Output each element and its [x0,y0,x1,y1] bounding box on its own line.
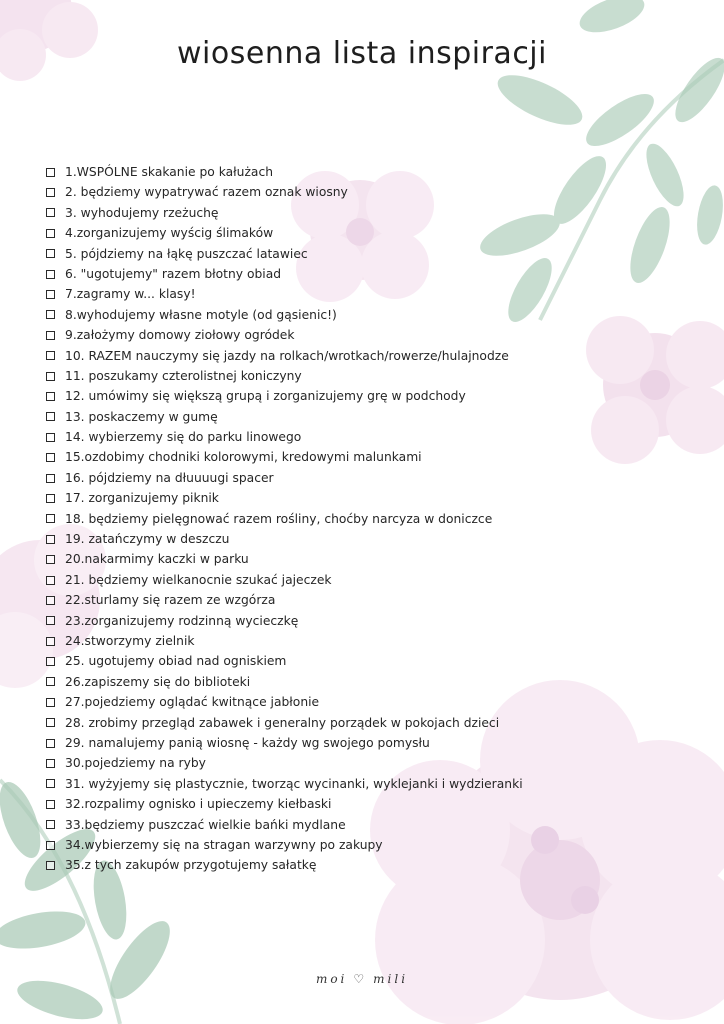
list-item [46,182,606,202]
list-item-label: 18. będziemy pielęgnować razem rośliny, choćby narcyza w doniczce [65,511,493,526]
list-item-label: 28. zrobimy przegląd zabawek i generalny porządek w pokojach dzieci [65,715,500,730]
checkbox[interactable] [46,657,55,666]
list-item-label: 32.rozpalimy ognisko i upieczemy kiełbaski [65,797,332,812]
list-item [46,407,606,427]
checkbox[interactable] [46,433,55,442]
checkbox[interactable] [46,494,55,503]
list-item [46,753,606,773]
list-item-label: 29. namalujemy panią wiosnę - każdy wg swojego pomysłu [65,735,430,750]
list-item [46,651,606,671]
list-item-label: 9.założymy domowy ziołowy ogródek [65,328,295,343]
list-item [46,631,606,651]
checkbox[interactable] [46,474,55,483]
checkbox[interactable] [46,718,55,727]
checkbox[interactable] [46,331,55,340]
heart-icon: ♡ [353,972,368,986]
list-item [46,549,606,569]
checkbox[interactable] [46,229,55,238]
checkbox[interactable] [46,820,55,829]
list-item [46,590,606,610]
list-item-label: 3. wyhodujemy rzeżuchę [65,205,219,220]
list-item [46,264,606,284]
list-item-label: 14. wybierzemy się do parku linowego [65,430,302,445]
list-item-label: 22.sturlamy się razem ze wzgórza [65,593,276,608]
list-item-label: 1.WSPÓLNE skakanie po kałużach [65,165,274,179]
list-item [46,611,606,631]
checkbox[interactable] [46,596,55,605]
list-item [46,794,606,814]
list-item-label: 10. RAZEM nauczymy się jazdy na rolkach/wrotkach/rowerze/hulajnodze [65,348,509,363]
list-item [46,488,606,508]
list-item-label: 26.zapiszemy się do biblioteki [65,674,251,689]
checkbox[interactable] [46,372,55,381]
list-item [46,305,606,325]
list-item [46,366,606,386]
checkbox[interactable] [46,861,55,870]
list-item [46,427,606,447]
checkbox[interactable] [46,208,55,217]
footer-brand-left: moi [315,972,348,986]
checkbox[interactable] [46,453,55,462]
checkbox[interactable] [46,392,55,401]
checkbox[interactable] [46,841,55,850]
checkbox[interactable] [46,535,55,544]
list-item-label: 19. zatańczymy w deszczu [65,532,230,547]
list-item [46,223,606,243]
list-item-label: 24.stworzymy zielnik [65,633,195,648]
list-item [46,733,606,753]
inspiration-checklist [46,162,606,876]
list-item-label: 20.nakarmimy kaczki w parku [65,552,249,567]
list-item-label: 21. będziemy wielkanocnie szukać jajeczek [65,572,332,587]
list-item-label: 5. pójdziemy na łąkę puszczać latawiec [65,246,308,261]
checkbox[interactable] [46,249,55,258]
checkbox[interactable] [46,310,55,319]
list-item-label: 15.ozdobimy chodniki kolorowymi, kredowymi malunkami [65,450,422,465]
list-item-label: 25. ugotujemy obiad nad ogniskiem [65,654,287,669]
checkbox[interactable] [46,698,55,707]
list-item [46,346,606,366]
checkbox[interactable] [46,555,55,564]
list-item-label: 23.zorganizujemy rodzinną wycieczkę [65,613,299,628]
list-item-label: 30.pojedziemy na ryby [65,756,206,771]
list-item [46,774,606,794]
list-item-label: 11. poszukamy czterolistnej koniczyny [65,368,302,383]
checkbox[interactable] [46,779,55,788]
list-item-label: 31. wyżyjemy się plastycznie, tworząc wycinanki, wyklejanki i wydzieranki [65,776,523,791]
list-item [46,468,606,488]
checkbox[interactable] [46,270,55,279]
list-item-label: 13. poskaczemy w gumę [65,409,218,424]
checkbox[interactable] [46,576,55,585]
checkbox[interactable] [46,677,55,686]
list-item [46,509,606,529]
list-item [46,855,606,875]
list-item [46,162,606,182]
list-item-label: 27.pojedziemy oglądać kwitnące jabłonie [65,695,320,710]
list-item-label: 17. zorganizujemy piknik [65,491,219,506]
checkbox[interactable] [46,637,55,646]
checkbox[interactable] [46,800,55,809]
list-item [46,672,606,692]
list-item [46,386,606,406]
list-item [46,529,606,549]
checkbox[interactable] [46,514,55,523]
list-item-label: 35.z tych zakupów przygotujemy sałatkę [65,858,317,873]
list-item-label: 16. pójdziemy na dłuuuugi spacer [65,470,274,485]
list-item-label: 34.wybierzemy się na stragan warzywny po zakupy [65,837,383,852]
list-item-label: 7.zagramy w... klasy! [65,287,196,302]
checkbox[interactable] [46,739,55,748]
checkbox[interactable] [46,616,55,625]
list-item [46,570,606,590]
checkbox[interactable] [46,759,55,768]
list-item [46,447,606,467]
list-item [46,325,606,345]
list-item-label: 4.zorganizujemy wyścig ślimaków [65,226,274,241]
list-item [46,692,606,712]
list-item-label: 6. "ugotujemy" razem błotny obiad [65,266,282,281]
flower-right [586,316,724,464]
list-item-label: 2. będziemy wypatrywać razem oznak wiosny [65,185,348,200]
checkbox[interactable] [46,412,55,421]
list-item [46,815,606,835]
page-title: wiosenna lista inspiracji [177,36,547,71]
list-item [46,244,606,264]
footer-brand-right: mili [373,972,409,986]
list-item [46,835,606,855]
checkbox[interactable] [46,168,55,177]
checkbox[interactable] [46,188,55,197]
list-item [46,713,606,733]
footer-logo [0,972,724,986]
list-item-label: 12. umówimy się większą grupą i zorganizujemy grę w podchody [65,389,466,404]
checkbox[interactable] [46,290,55,299]
list-item [46,284,606,304]
checkbox[interactable] [46,351,55,360]
list-item-label: 33.będziemy puszczać wielkie bańki mydlane [65,817,346,832]
list-item-label: 8.wyhodujemy własne motyle (od gąsienic!) [65,307,337,322]
list-item [46,203,606,223]
